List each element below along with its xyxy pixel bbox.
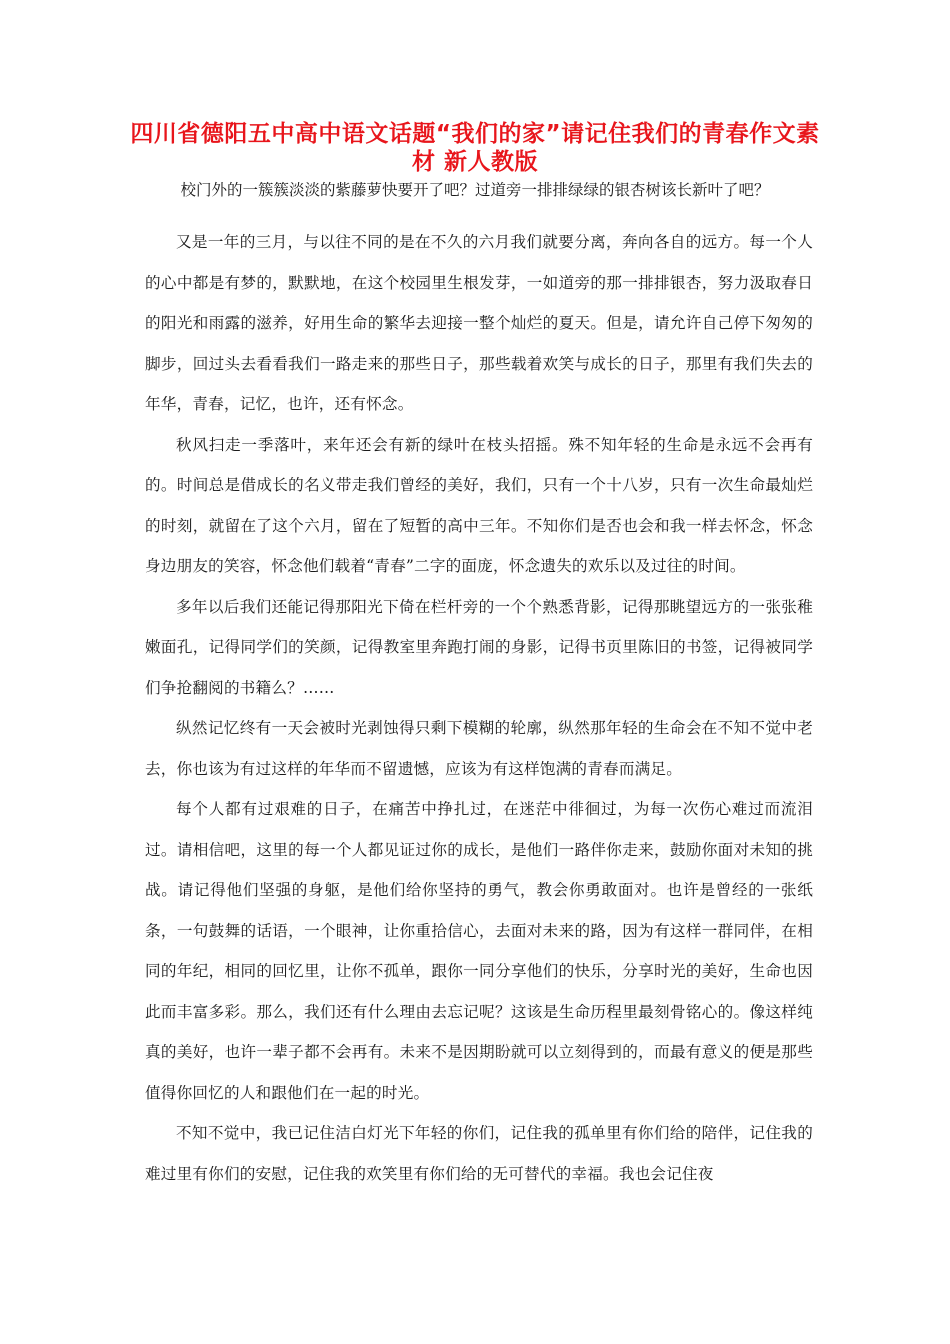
paragraph-3: 多年以后我们还能记得那阳光下倚在栏杆旁的一个个熟悉背影，记得那眺望远方的一张张稚嫩面孔，记得同学们的笑颜，记得教室里奔跑打闹的身影，记得书页里陈旧的书签，记得被同学们争抢翻阅的书籍么？…… [145,597,813,697]
paragraph-5: 每个人都有过艰难的日子，在痛苦中挣扎过，在迷茫中徘徊过，为每一次伤心难过而流泪过。请相信吧，这里的每一个人都见证过你的成长，是他们一路伴你走来，鼓励你面对未知的挑战。请记得他们坚强的身躯，是他们给你坚持的勇气，教会你勇敢面对。也许是曾经的一张纸条，一句鼓舞的话语，一个眼神，让你重拾信心，去面对未来的路，因为有这样一群同伴，在相同的年纪，相同的回忆里，让你不孤单，跟你一同分享他们的快乐，分享时光的美好，生命也因此而丰富多彩。那么，我们还有什么理由去忘记呢？这该是生命历程里最刻骨铭心的。像这样纯真的美好，也许一辈子都不会再有。未来不是因期盼就可以立刻得到的，而最有意义的便是那些值得你回忆的人和跟他们在一起的时光。 [145,800,813,1102]
document-subtitle: 校门外的一簇簇淡淡的紫藤萝快要开了吧？过道旁一排排绿绿的银杏树该长新叶了吧？ [180,181,770,199]
paragraph-2: 秋风扫走一季落叶，来年还会有新的绿叶在枝头招摇。殊不知年轻的生命是永远不会再有的。时间总是借成长的名义带走我们曾经的美好，我们，只有一个十八岁，只有一次生命最灿烂的时刻，就留在了这个六月，留在了短暂的高中三年。不知你们是否也会和我一样去怀念，怀念身边朋友的笑容，怀念他们载着“青春”二字的面庞，怀念遗失的欢乐以及过往的时间。 [145,435,813,575]
paragraph-6: 不知不觉中，我已记住洁白灯光下年轻的你们，记住我的孤单里有你们给的陪伴，记住我的难过里有你们的安慰，记住我的欢笑里有你们给的无可替代的幸福。我也会记住夜 [145,1124,813,1183]
paragraph-4: 纵然记忆终有一天会被时光剥蚀得只剩下模糊的轮廓，纵然那年轻的生命会在不知不觉中老去，你也该为有过这样的年华而不留遗憾，应该为有这样饱满的青春而满足。 [145,719,813,778]
document-title: 四川省德阳五中高中语文话题“我们的家”请记住我们的青春作文素材 新人教版 [130,121,820,175]
document-body [145,222,813,1194]
paragraph-1: 又是一年的三月，与以往不同的是在不久的六月我们就要分离，奔向各自的远方。每一个人的心中都是有梦的，默默地，在这个校园里生根发芽，一如道旁的那一排排银杏，努力汲取春日的阳光和雨露的滋养，好用生命的繁华去迎接一整个灿烂的夏天。但是，请允许自己停下匆匆的脚步，回过头去看看我们一路走来的那些日子，那些载着欢笑与成长的日子，那里有我们失去的年华，青春，记忆，也许，还有怀念。 [145,233,813,413]
